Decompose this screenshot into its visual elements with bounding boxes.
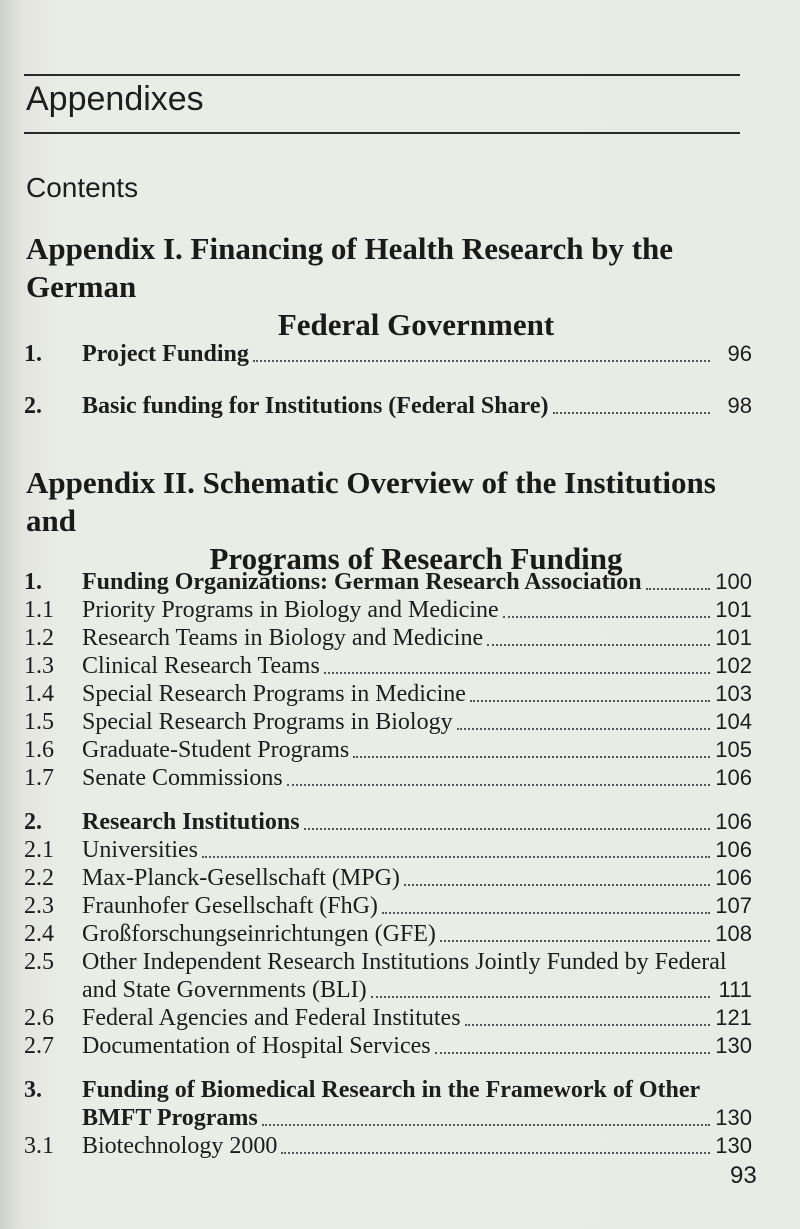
toc-entry-number: 1.1 bbox=[24, 597, 54, 623]
toc-entry[interactable] bbox=[24, 1004, 752, 1032]
toc-entry-page: 102 bbox=[715, 653, 752, 678]
toc-entry[interactable] bbox=[24, 680, 752, 708]
toc-entry-number: 2.2 bbox=[24, 865, 54, 891]
dot-leader bbox=[404, 878, 710, 886]
toc-entry[interactable] bbox=[24, 624, 752, 652]
toc-entry-label: Großforschungseinrichtungen (GFE) bbox=[82, 921, 436, 947]
toc-entry-number: 1.7 bbox=[24, 765, 54, 791]
toc-entry-number: 2.1 bbox=[24, 837, 54, 863]
dot-leader bbox=[457, 722, 710, 730]
toc-entry-number: 2.4 bbox=[24, 921, 54, 947]
toc-entry[interactable] bbox=[24, 920, 752, 948]
toc-entry[interactable] bbox=[24, 808, 752, 836]
toc-entry-label: Fraunhofer Gesellschaft (FhG) bbox=[82, 893, 378, 919]
toc-entry-continuation[interactable] bbox=[24, 976, 752, 1004]
toc-entry[interactable] bbox=[24, 764, 752, 792]
toc-entry-page: 106 bbox=[715, 809, 752, 834]
dot-leader bbox=[470, 694, 710, 702]
toc-entry-label: Project Funding bbox=[82, 341, 249, 367]
toc-entry-number: 2.6 bbox=[24, 1005, 54, 1031]
dot-leader bbox=[435, 1046, 710, 1054]
toc-entry-label: Documentation of Hospital Services bbox=[82, 1033, 431, 1059]
toc-entry-number: 1. bbox=[24, 569, 42, 595]
dot-leader bbox=[371, 990, 710, 998]
dot-leader bbox=[304, 822, 710, 830]
toc-entry-continuation[interactable] bbox=[24, 1104, 752, 1132]
appendix-2-title bbox=[26, 464, 746, 578]
toc-entry-label: Basic funding for Institutions (Federal Share) bbox=[82, 393, 549, 419]
toc-entry-page: 96 bbox=[727, 341, 752, 366]
appendix-1-title-line2: Federal Government bbox=[277, 307, 555, 342]
appendix-2-title-line2: Programs of Research Funding bbox=[209, 541, 623, 576]
toc-entry-label: Federal Agencies and Federal Institutes bbox=[82, 1005, 461, 1031]
toc-entry-label: Max-Planck-Gesellschaft (MPG) bbox=[82, 865, 400, 891]
dot-leader bbox=[487, 638, 710, 646]
dot-leader bbox=[281, 1146, 710, 1154]
toc-entry-label: Special Research Programs in Biology bbox=[82, 709, 453, 735]
appendix-2-toc bbox=[24, 568, 752, 1160]
dot-leader bbox=[262, 1118, 710, 1126]
toc-entry-label: Universities bbox=[82, 837, 198, 863]
toc-entry-page: 98 bbox=[727, 393, 752, 418]
toc-entry-label: BMFT Programs bbox=[82, 1105, 258, 1131]
appendix-2-title-line1: Appendix II. Schematic Overview of the Institutions and bbox=[26, 465, 716, 538]
dot-leader bbox=[382, 906, 710, 914]
toc-entry[interactable] bbox=[24, 340, 752, 368]
toc-entry[interactable] bbox=[24, 596, 752, 624]
toc-entry-number: 2. bbox=[24, 393, 42, 419]
toc-entry-label-line1: Funding of Biomedical Research in the Framework of Other bbox=[82, 1077, 701, 1103]
toc-entry-label: Senate Commissions bbox=[82, 765, 283, 791]
toc-entry-page: 101 bbox=[715, 597, 752, 622]
toc-entry-page: 111 bbox=[718, 977, 752, 1002]
toc-entry[interactable] bbox=[24, 708, 752, 736]
appendix-1-toc bbox=[24, 340, 752, 420]
toc-entry[interactable] bbox=[24, 1032, 752, 1060]
toc-entry-number: 3. bbox=[24, 1077, 42, 1103]
dot-leader bbox=[646, 582, 710, 590]
toc-entry-number: 1.4 bbox=[24, 681, 54, 707]
toc-entry-multiline[interactable] bbox=[24, 1076, 752, 1104]
toc-entry[interactable] bbox=[24, 652, 752, 680]
toc-entry-page: 108 bbox=[715, 921, 752, 946]
toc-entry-page: 130 bbox=[715, 1033, 752, 1058]
contents-heading: Contents bbox=[26, 172, 139, 203]
toc-entry-label: Research Institutions bbox=[82, 809, 300, 835]
dot-leader bbox=[253, 354, 710, 362]
toc-entry-label: Biotechnology 2000 bbox=[82, 1133, 278, 1159]
toc-entry-number: 1.5 bbox=[24, 709, 54, 735]
dot-leader bbox=[353, 750, 710, 758]
header-rule-bottom bbox=[24, 132, 740, 134]
toc-entry-page: 106 bbox=[715, 765, 752, 790]
toc-entry-number: 1. bbox=[24, 341, 42, 367]
toc-entry-label: Funding Organizations: German Research Association bbox=[82, 569, 642, 595]
toc-entry-page: 130 bbox=[715, 1133, 752, 1158]
toc-entry-label: Graduate-Student Programs bbox=[82, 737, 350, 763]
toc-entry-page: 106 bbox=[715, 837, 752, 862]
toc-entry[interactable] bbox=[24, 392, 752, 420]
dot-leader bbox=[202, 850, 710, 858]
page-number: 93 bbox=[730, 1162, 757, 1189]
toc-entry[interactable] bbox=[24, 864, 752, 892]
toc-entry-label: Special Research Programs in Medicine bbox=[82, 681, 466, 707]
dot-leader bbox=[503, 610, 710, 618]
dot-leader bbox=[440, 934, 710, 942]
toc-entry-number: 2. bbox=[24, 809, 42, 835]
section-header: Appendixes bbox=[26, 80, 204, 118]
dot-leader bbox=[553, 406, 711, 414]
toc-entry-page: 100 bbox=[715, 569, 752, 594]
toc-entry[interactable] bbox=[24, 1132, 752, 1160]
toc-entry-number: 1.3 bbox=[24, 653, 54, 679]
dot-leader bbox=[287, 778, 710, 786]
toc-entry-number: 2.5 bbox=[24, 949, 54, 975]
toc-entry[interactable] bbox=[24, 892, 752, 920]
toc-entry-label-line1: Other Independent Research Institutions Jointly Funded by Federal bbox=[82, 949, 727, 975]
toc-entry-multiline[interactable] bbox=[24, 948, 752, 976]
toc-entry-label: Clinical Research Teams bbox=[82, 653, 320, 679]
toc-entry-label: Priority Programs in Biology and Medicine bbox=[82, 597, 499, 623]
toc-entry-number: 3.1 bbox=[24, 1133, 54, 1159]
toc-entry-page: 104 bbox=[715, 709, 752, 734]
toc-entry-page: 121 bbox=[715, 1005, 752, 1030]
toc-entry-page: 106 bbox=[715, 865, 752, 890]
toc-entry-page: 130 bbox=[715, 1105, 752, 1130]
toc-entry-label: and State Governments (BLI) bbox=[82, 977, 367, 1003]
header-rule-top bbox=[24, 74, 740, 76]
toc-entry-page: 105 bbox=[715, 737, 752, 762]
appendix-1-title-line1: Appendix I. Financing of Health Research by the German bbox=[26, 231, 674, 304]
toc-entry[interactable] bbox=[24, 836, 752, 864]
toc-entry-number: 1.6 bbox=[24, 737, 54, 763]
toc-entry-number: 1.2 bbox=[24, 625, 54, 651]
toc-entry[interactable] bbox=[24, 568, 752, 596]
toc-entry-number: 2.3 bbox=[24, 893, 54, 919]
toc-entry-number: 2.7 bbox=[24, 1033, 54, 1059]
toc-entry-label: Research Teams in Biology and Medicine bbox=[82, 625, 484, 651]
appendix-1-title bbox=[26, 230, 746, 344]
toc-entry[interactable] bbox=[24, 736, 752, 764]
toc-entry-page: 107 bbox=[715, 893, 752, 918]
dot-leader bbox=[324, 666, 710, 674]
toc-entry-page: 101 bbox=[715, 625, 752, 650]
dot-leader bbox=[465, 1018, 710, 1026]
toc-entry-page: 103 bbox=[715, 681, 752, 706]
